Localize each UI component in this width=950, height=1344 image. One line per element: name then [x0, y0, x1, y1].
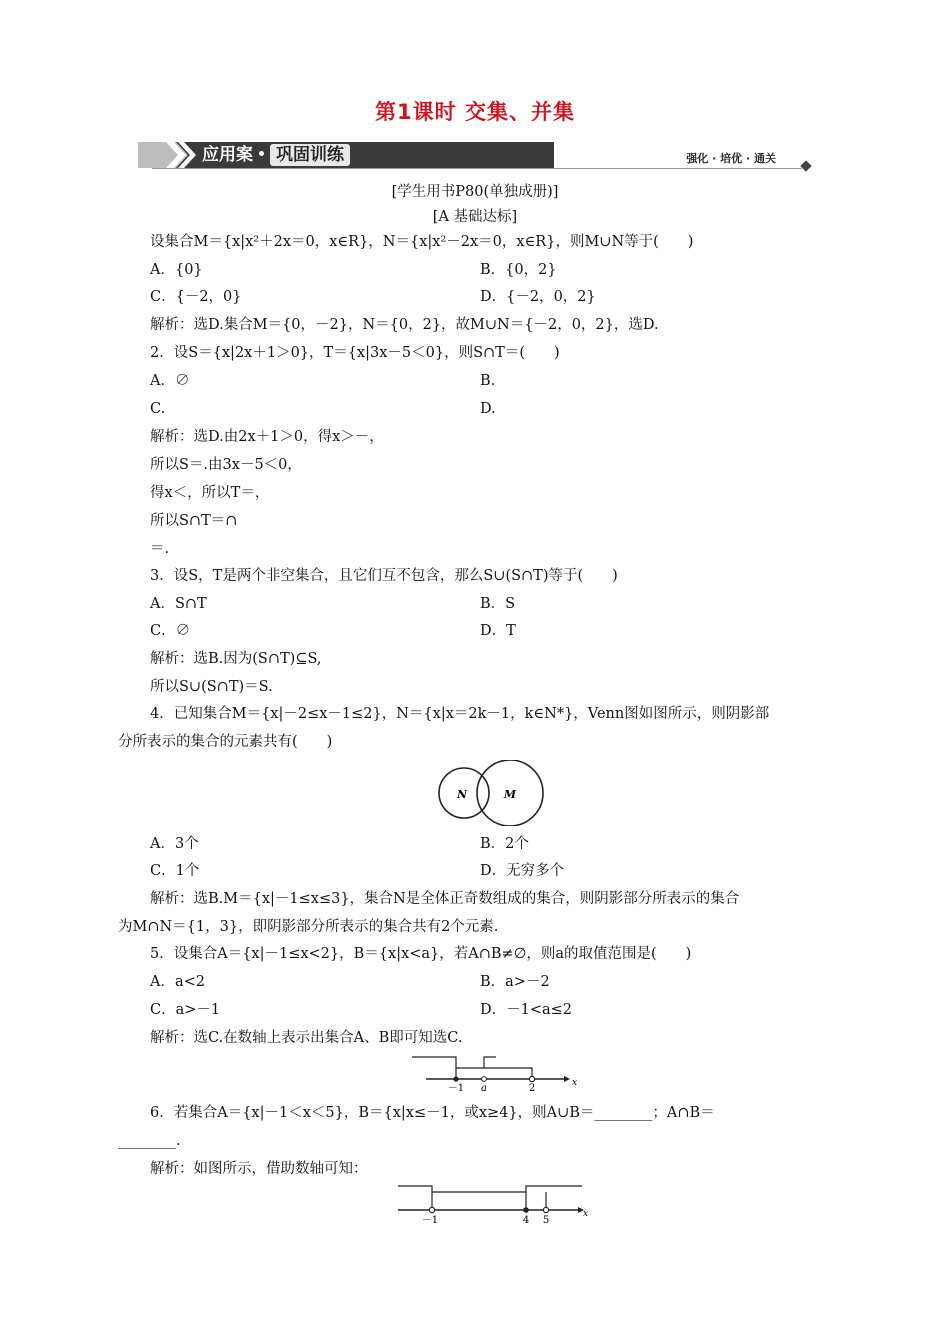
q4-option-d: D．无穷多个 [480, 863, 565, 879]
q2-solution-3: 得x＜，所以T＝， [150, 485, 270, 501]
q4-solution-1: 解析：选B.M＝{x|－1≤x≤3}，集合N是全体正奇数组成的集合，则阴影部分所表示的集合 [150, 891, 740, 907]
q5-option-c: C．a>－1 [150, 1002, 221, 1018]
chevron-icon [138, 138, 198, 172]
section-banner [138, 138, 810, 172]
q1-option-d: D．{－2，0，2} [480, 289, 596, 305]
q3-solution-1: 解析：选B.因为(S∩T)⊆S, [150, 651, 322, 667]
question-2: 2．设S＝{x|2x＋1＞0}，T＝{x|3x－5＜0}，则S∩T＝( ) [150, 345, 560, 361]
q2-option-d: D. [480, 401, 496, 417]
question-4-line-1: 4．已知集合M＝{x|－2≤x－1≤2}，N＝{x|x＝2k－1，k∈N*}，Venn图如图所示，则阴影部 [150, 706, 770, 722]
axis2-var: x [583, 1209, 589, 1219]
q5-solution: 解析：选C.在数轴上表示出集合A、B即可知选C. [150, 1030, 463, 1046]
question-3: 3．设S，T是两个非空集合，且它们互不包含，那么S∪(S∩T)等于( ) [150, 568, 618, 584]
q3-option-c: C．∅ [150, 623, 191, 639]
axis1-var: x [572, 1078, 578, 1088]
question-6-line-2: ________. [118, 1133, 181, 1149]
section-heading: [A 基础达标] [432, 209, 518, 225]
diamond-icon [800, 160, 811, 171]
q1-option-c: C．{－2，0} [150, 289, 242, 305]
q2-option-c: C. [150, 401, 166, 417]
banner-label [202, 142, 350, 168]
banner-rule [152, 168, 802, 169]
q2-solution-2: 所以S＝.由3x－5＜0， [150, 457, 302, 473]
q4-option-a: A．3个 [150, 836, 199, 852]
venn-label-n: N [456, 788, 468, 801]
number-line-2 [396, 1180, 592, 1226]
q2-solution-4: 所以S∩T＝∩ [150, 513, 238, 529]
banner-tagline: 强化 · 培优 · 通关 [686, 152, 776, 165]
q4-option-c: C．1个 [150, 863, 200, 879]
question-6-line-1: 6．若集合A＝{x|－1＜x＜5}，B＝{x|x≤－1，或x≥4}，则A∪B＝________；A∩B＝ [150, 1105, 715, 1121]
venn-diagram [436, 760, 548, 826]
q3-option-a: A．S∩T [150, 596, 207, 612]
page-title: 第1课时 交集、并集 [375, 100, 575, 124]
q3-option-b: B．S [480, 596, 516, 612]
q3-solution-2: 所以S∪(S∩T)＝S. [150, 679, 273, 695]
venn-label-m: M [503, 788, 517, 801]
q2-option-a: A．∅ [150, 373, 190, 389]
banner-label-a: 应用案 [202, 145, 253, 165]
q4-solution-2: 为M∩N＝{1，3}，即阴影部分所表示的集合共有2个元素. [118, 919, 499, 935]
q2-solution-1: 解析：选D.由2x＋1＞0，得x＞－， [150, 429, 384, 445]
number-line-1 [404, 1052, 580, 1092]
q1-solution: 解析：选D.集合M＝{0，－2}，N＝{0，2}，故M∪N＝{－2，0，2}，选D. [150, 317, 659, 333]
axis1-tick-2: 2 [528, 1083, 536, 1092]
axis2-tick-5: 5 [542, 1215, 550, 1226]
question-5: 5．设集合A＝{x|－1≤x<2}，B＝{x|x<a}，若A∩B≠∅，则a的取值范围是( ) [150, 946, 692, 962]
q3-option-d: D．T [480, 623, 516, 639]
question-4-line-2: 分所表示的集合的元素共有( ) [118, 734, 333, 750]
axis1-tick-a: a [481, 1083, 487, 1092]
q1-option-b: B．{0，2} [480, 262, 557, 278]
q2-option-b: B. [480, 373, 496, 389]
q4-option-b: B．2个 [480, 836, 529, 852]
source-note: [学生用书P80(单独成册)] [391, 184, 559, 200]
question-1: 设集合M＝{x|x²＋2x＝0，x∈R}，N＝{x|x²－2x＝0，x∈R}，则M∪N等于( ) [150, 234, 694, 250]
q1-option-a: A．{0} [150, 262, 203, 278]
q5-option-d: D．－1<a≤2 [480, 1002, 573, 1018]
axis2-tick-neg1: －1 [421, 1215, 439, 1226]
q5-option-a: A．a<2 [150, 974, 205, 990]
axis1-tick-neg1: －1 [447, 1083, 465, 1092]
dot-icon [259, 151, 264, 156]
q2-solution-5: ＝. [150, 541, 170, 557]
axis2-tick-4: 4 [522, 1215, 530, 1226]
q5-option-b: B．a>－2 [480, 974, 550, 990]
q6-solution: 解析：如图所示，借助数轴可知： [150, 1161, 368, 1177]
banner-label-b: 巩固训练 [270, 144, 350, 166]
